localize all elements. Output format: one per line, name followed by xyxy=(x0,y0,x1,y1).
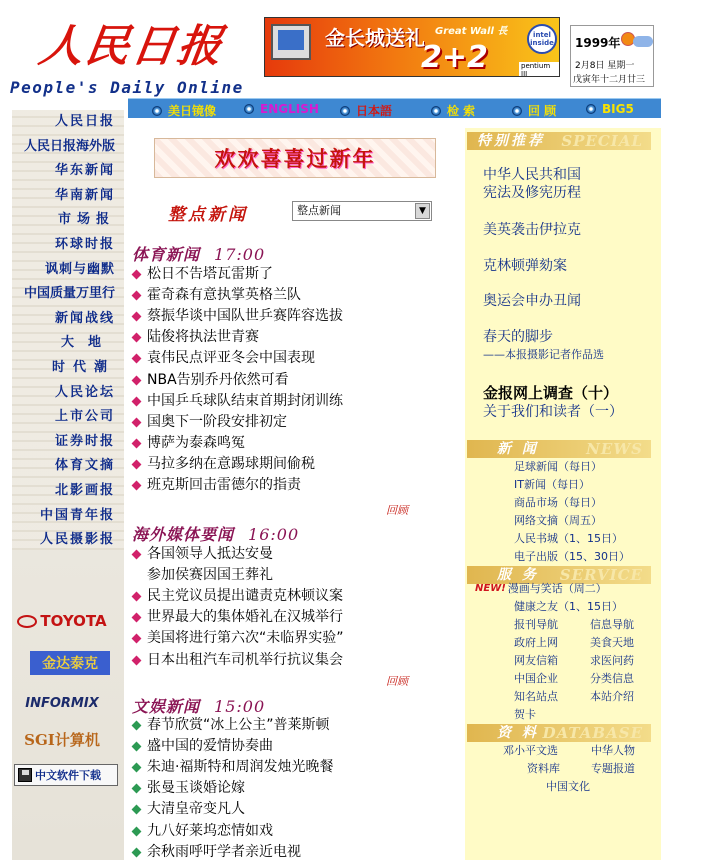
news-service-list xyxy=(465,458,661,566)
publication-link[interactable]: 市场报 xyxy=(57,212,115,228)
service-link[interactable]: 求医问药 xyxy=(590,654,634,667)
publication-link[interactable]: 体育文摘 xyxy=(54,458,115,474)
news-text: 博萨为泰森鸣冤 xyxy=(147,434,245,451)
publication-link[interactable]: 新闻战线 xyxy=(54,310,115,326)
service-link[interactable]: 政府上网 xyxy=(514,636,558,649)
main-content xyxy=(128,118,461,860)
informix-sponsor-logo[interactable]: INFORMIX xyxy=(25,695,99,711)
news-item[interactable] xyxy=(130,778,460,799)
band-en: DATABASE xyxy=(542,724,643,742)
news-service-link[interactable]: 人民书城（1、15日） xyxy=(514,532,623,545)
bullet-icon xyxy=(132,417,142,427)
publication-link[interactable]: 上市公司 xyxy=(54,409,115,425)
news-item[interactable] xyxy=(130,391,460,412)
bullet-icon xyxy=(132,396,142,406)
database-list xyxy=(465,742,661,796)
news-text: 中国乒乓球队结束首期封闭训练 xyxy=(147,392,343,409)
bullet-icon xyxy=(132,826,142,836)
news-text: 余秋雨呼吁学者亲近电视 xyxy=(147,843,301,860)
publication-link[interactable]: 中国青年报 xyxy=(39,507,115,523)
new-badge: NEW! xyxy=(475,583,506,594)
news-text: 霍奇森有意执掌英格兰队 xyxy=(147,287,301,304)
sports-news-heading xyxy=(132,242,265,265)
nav-label: 美日镜像 xyxy=(168,104,217,118)
news-text: 民主党议员提出谴责克林顿议案 xyxy=(147,588,343,605)
download-label: 中文软件下载 xyxy=(35,769,101,782)
publication-link[interactable]: 中国质量万里行 xyxy=(23,286,115,302)
header xyxy=(0,0,703,98)
section-time: 17:00 xyxy=(214,245,266,264)
section-title: 海外媒体要闻 xyxy=(132,525,235,544)
jinda-sponsor-logo[interactable]: 金达泰克 xyxy=(30,651,110,675)
band-cn: 新 闻 xyxy=(497,441,539,457)
bullet-icon xyxy=(132,784,142,794)
bullet-icon xyxy=(132,375,142,385)
overseas-news-list xyxy=(130,544,460,671)
entertainment-news-list xyxy=(130,715,460,860)
date-lunar: 戊寅年十二月廿三 xyxy=(573,75,646,85)
toyota-emblem-icon xyxy=(17,615,37,628)
hourly-news-title: 整点新闻 xyxy=(168,205,248,225)
bullet-icon xyxy=(132,634,142,644)
publication-link[interactable]: 华南新闻 xyxy=(54,187,115,203)
nav-search[interactable] xyxy=(431,102,475,119)
nav-bullet-icon xyxy=(244,104,254,114)
publication-link[interactable]: 人民摄影报 xyxy=(39,532,115,548)
news-item[interactable] xyxy=(130,412,460,433)
news-text: 大清皇帝变凡人 xyxy=(147,801,245,818)
sgi-sponsor-logo[interactable]: SGI计算机 xyxy=(24,730,100,749)
pentium-label: pentium III xyxy=(519,62,559,77)
special-link-olympic[interactable]: 奥运会申办丑闻 xyxy=(483,293,581,309)
band-cn: 特别推荐 xyxy=(477,133,545,149)
bullet-icon xyxy=(132,291,142,301)
bullet-icon xyxy=(132,438,142,448)
news-text: 各国领导人抵达安曼 xyxy=(147,546,273,563)
news-text: 盛中国的爱情协奏曲 xyxy=(147,738,273,755)
section-title: 文娱新闻 xyxy=(132,697,201,716)
section-time: 16:00 xyxy=(248,525,300,544)
date-weekday: 2月8日 星期一 xyxy=(575,61,635,71)
nav-english[interactable] xyxy=(244,102,319,116)
publication-link[interactable]: 时代潮 xyxy=(51,359,115,375)
nav-bullet-icon xyxy=(340,106,350,116)
bullet-icon xyxy=(132,333,142,343)
band-cn: 资 料 xyxy=(497,725,539,741)
bullet-icon xyxy=(132,354,142,364)
peoples-daily-logo[interactable]: 人民日报 xyxy=(35,21,227,72)
nav-label: 检 索 xyxy=(447,104,476,118)
service-link[interactable]: 美食天地 xyxy=(590,636,634,649)
nav-review[interactable] xyxy=(512,102,556,119)
bullet-icon xyxy=(132,312,142,322)
news-item[interactable] xyxy=(130,369,460,390)
cloud-icon xyxy=(633,36,653,47)
special-recommend-band xyxy=(467,132,651,150)
publication-link[interactable]: 人民日报 xyxy=(54,114,115,129)
bullet-icon xyxy=(132,742,142,752)
great-wall-ad-banner[interactable] xyxy=(264,17,560,77)
news-item[interactable] xyxy=(130,327,460,348)
publication-link[interactable]: 环球时报 xyxy=(54,236,115,252)
news-item[interactable] xyxy=(130,544,460,565)
nav-japanese[interactable] xyxy=(340,102,392,119)
news-item-continuation[interactable] xyxy=(130,565,460,586)
bullet-icon xyxy=(132,592,142,602)
top-navigation-bar xyxy=(128,98,661,118)
entertainment-news-heading xyxy=(132,694,265,717)
nav-label: ENGLISH xyxy=(260,102,319,116)
section-time: 15:00 xyxy=(214,697,266,716)
nav-bullet-icon xyxy=(512,106,522,116)
nav-label: 日本語 xyxy=(356,104,393,118)
news-text: NBA告别乔丹依然可看 xyxy=(147,371,289,388)
service-link[interactable]: 漫画与笑话（周二） xyxy=(507,582,607,595)
section-title: 体育新闻 xyxy=(132,245,201,264)
nav-label: 回 顾 xyxy=(528,104,557,118)
publication-link[interactable]: 人民日报海外版 xyxy=(23,138,115,154)
news-item[interactable] xyxy=(130,842,460,860)
toyota-text: TOYOTA xyxy=(40,612,107,630)
bullet-icon xyxy=(132,655,142,665)
banner-text: 金长城送礼 xyxy=(325,26,425,50)
news-service-link[interactable]: 商品市场（每日） xyxy=(514,496,602,509)
service-link[interactable]: 中国企业 xyxy=(514,672,558,685)
chevron-down-icon[interactable]: ▼ xyxy=(415,203,430,219)
peoples-daily-online-wordmark: People's Daily Online xyxy=(10,78,244,97)
toyota-sponsor-logo[interactable] xyxy=(12,608,112,634)
service-link[interactable]: 本站介绍 xyxy=(590,690,634,703)
news-text: 班克斯回击雷德尔的指责 xyxy=(147,476,301,493)
news-item[interactable] xyxy=(130,628,460,649)
survey-sub: 关于我们和读者（一） xyxy=(483,404,623,420)
nav-bullet-icon xyxy=(152,106,162,116)
bullet-icon xyxy=(132,721,142,731)
overseas-news-heading xyxy=(132,522,299,545)
bullet-icon xyxy=(132,481,142,491)
special-link-clinton[interactable]: 克林顿弹劾案 xyxy=(483,258,567,274)
news-item[interactable] xyxy=(130,715,460,736)
banner-brand: Great Wall 長 xyxy=(435,26,508,37)
news-item[interactable] xyxy=(130,649,460,670)
date-year: 1999年 xyxy=(575,36,621,50)
bullet-icon xyxy=(132,847,142,857)
floppy-disk-icon xyxy=(18,768,32,782)
publication-list xyxy=(12,110,124,553)
select-value: 整点新闻 xyxy=(297,204,341,217)
publication-link[interactable]: 北影画报 xyxy=(54,482,115,498)
bullet-icon xyxy=(132,550,142,560)
news-text: 美国将进行第六次“未临界实验” xyxy=(147,630,344,647)
news-text: 春节欣赏“冰上公主”普莱斯顿 xyxy=(147,717,330,734)
online-survey-link[interactable] xyxy=(483,384,623,421)
spec-sub: ——本报摄影记者作品选 xyxy=(483,348,604,361)
bullet-icon xyxy=(132,270,142,280)
chinese-software-download-button[interactable] xyxy=(14,764,118,786)
new-year-text: 欢欢喜喜过新年 xyxy=(214,146,376,171)
news-item[interactable] xyxy=(130,475,460,496)
service-link[interactable]: 信息导航 xyxy=(590,618,634,631)
news-text: 国奥下一阶段安排初定 xyxy=(147,413,287,430)
spec-line: 宪法及修宪历程 xyxy=(483,185,581,201)
service-list xyxy=(465,580,661,724)
news-service-link[interactable]: 网络文摘（周五） xyxy=(514,514,602,527)
news-text: 日本出租汽车司机举行抗议集会 xyxy=(147,651,343,668)
spec-line: 中华人民共和国 xyxy=(483,167,581,183)
publication-link[interactable]: 讽刺与幽默 xyxy=(44,261,115,277)
database-link[interactable]: 邓小平文选 xyxy=(503,744,558,757)
news-item[interactable] xyxy=(130,433,460,454)
database-link[interactable]: 资料库 xyxy=(527,762,560,775)
overseas-review-link[interactable]: 回顾 xyxy=(386,675,408,688)
intel-inside-icon: intel inside xyxy=(527,24,557,54)
band-cn: 服 务 xyxy=(497,567,539,583)
nav-us-japan-mirror[interactable] xyxy=(152,102,216,119)
service-link[interactable]: 网友信箱 xyxy=(514,654,558,667)
database-link[interactable]: 中华人物 xyxy=(591,744,635,757)
news-service-link[interactable]: 足球新闻（每日） xyxy=(514,460,602,473)
service-link[interactable]: 分类信息 xyxy=(590,672,634,685)
news-item[interactable] xyxy=(130,454,460,475)
news-item[interactable] xyxy=(130,348,460,369)
band-en: NEWS xyxy=(586,440,643,458)
news-item[interactable] xyxy=(130,285,460,306)
news-text: 袁伟民点评亚冬会中国表现 xyxy=(147,350,315,367)
news-text: 松日不告塔瓦雷斯了 xyxy=(147,266,273,283)
publication-link[interactable]: 大地 xyxy=(60,335,115,351)
news-item[interactable] xyxy=(130,757,460,778)
publication-link[interactable]: 人民论坛 xyxy=(54,384,115,400)
news-item[interactable] xyxy=(130,799,460,820)
database-band xyxy=(467,724,651,742)
news-text: 九八好莱坞恋情如戏 xyxy=(147,822,273,839)
nav-bullet-icon xyxy=(586,104,596,114)
news-service-link[interactable]: IT新闻（每日） xyxy=(514,478,590,491)
new-year-banner[interactable] xyxy=(154,138,436,178)
special-link-iraq[interactable]: 美英袭击伊拉克 xyxy=(483,222,581,238)
spec-line: 春天的脚步 xyxy=(483,329,553,345)
service-link[interactable]: 健康之友（1、15日） xyxy=(514,600,623,613)
survey-title: 金报网上调查（十） xyxy=(483,384,619,402)
news-band xyxy=(467,440,651,458)
news-service-link[interactable]: 电子出版（15、30日） xyxy=(514,550,630,563)
bullet-icon xyxy=(132,613,142,623)
news-text: 参加侯赛因国王葬礼 xyxy=(147,567,273,584)
publication-link[interactable]: 华东新闻 xyxy=(54,163,115,179)
right-sidebar xyxy=(465,128,661,860)
news-item[interactable] xyxy=(130,607,460,628)
sports-review-link[interactable]: 回顾 xyxy=(386,504,408,517)
sports-news-list xyxy=(130,264,460,496)
band-en: SPECIAL xyxy=(561,132,643,150)
news-item[interactable] xyxy=(130,736,460,757)
bullet-icon xyxy=(132,459,142,469)
service-link[interactable]: 报刊导航 xyxy=(514,618,558,631)
news-text: 陆俊将执法世青赛 xyxy=(147,329,259,346)
date-weather-box xyxy=(570,25,654,87)
bullet-icon xyxy=(132,805,142,815)
nav-bullet-icon xyxy=(431,106,441,116)
service-link[interactable]: 贺卡 xyxy=(514,708,536,721)
nav-big5[interactable] xyxy=(586,102,634,116)
banner-big-text: 2+2 xyxy=(421,40,488,75)
special-link-constitution[interactable] xyxy=(483,166,581,202)
news-text: 世界最大的集体婚礼在汉城举行 xyxy=(147,609,343,626)
news-item[interactable] xyxy=(130,306,460,327)
news-text: 蔡振华谈中国队世乒赛阵容选拔 xyxy=(147,308,343,325)
news-item[interactable] xyxy=(130,264,460,285)
news-text: 朱迪·福斯特和周润发烛光晚餐 xyxy=(147,759,334,776)
database-link[interactable]: 专题报道 xyxy=(591,762,635,775)
news-item[interactable] xyxy=(130,820,460,841)
news-text: 张曼玉谈婚论嫁 xyxy=(147,780,245,797)
computer-icon xyxy=(271,24,311,60)
news-item[interactable] xyxy=(130,586,460,607)
database-link[interactable]: 中国文化 xyxy=(546,780,590,793)
special-link-spring[interactable] xyxy=(483,328,604,364)
publication-link[interactable]: 证券时报 xyxy=(54,433,115,449)
service-link[interactable]: 知名站点 xyxy=(514,690,558,703)
nav-label: BIG5 xyxy=(602,102,634,116)
hourly-news-select[interactable] xyxy=(292,201,432,221)
news-text: 马拉多纳在意踢球期间偷税 xyxy=(147,455,315,472)
band-en: SERVICE xyxy=(559,566,643,584)
bullet-icon xyxy=(132,763,142,773)
